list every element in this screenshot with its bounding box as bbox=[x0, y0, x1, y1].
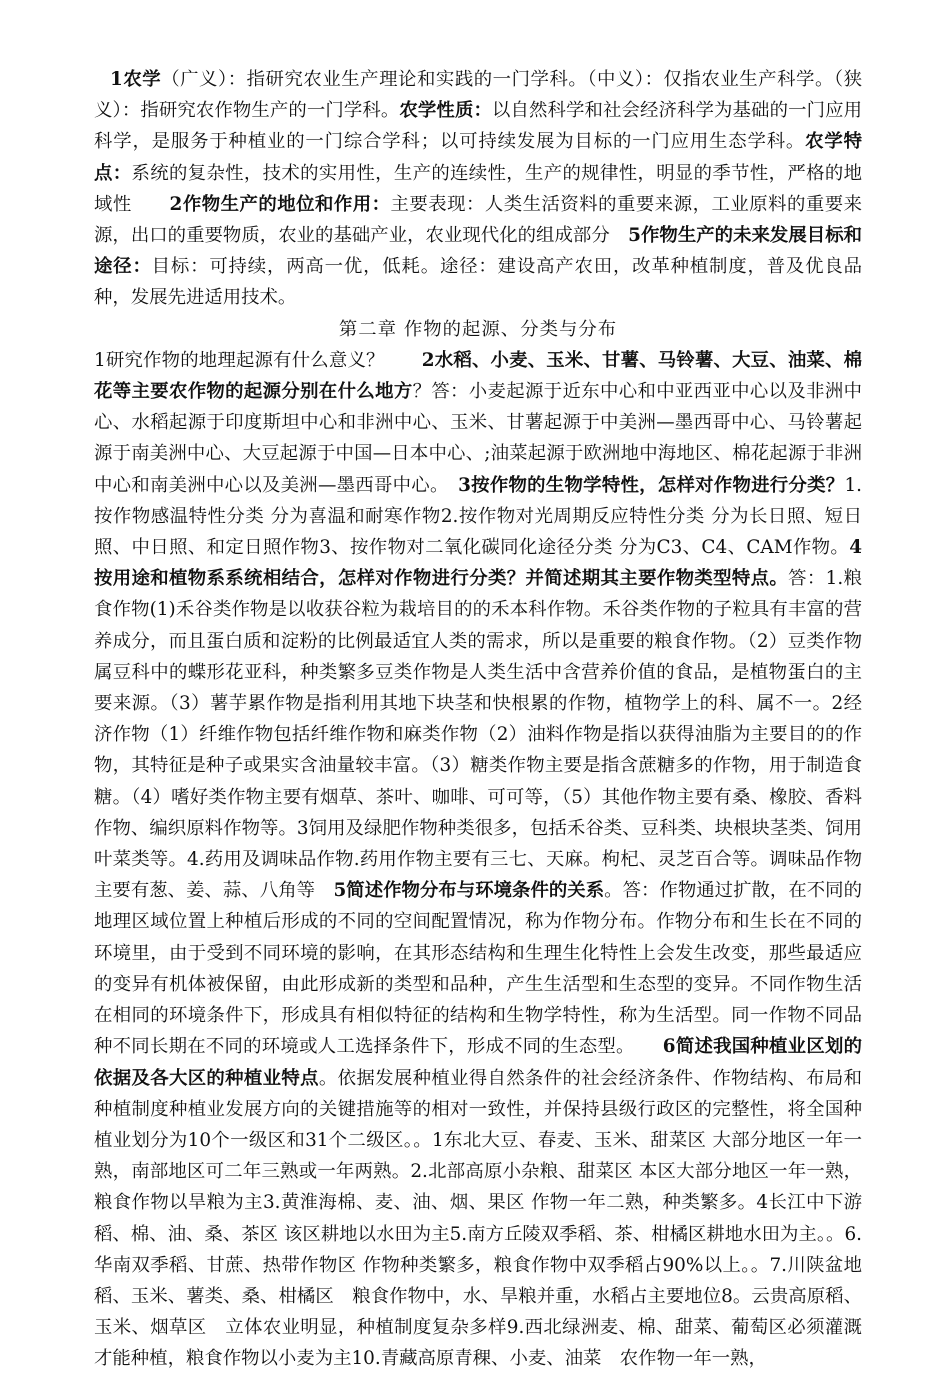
text-run: 1研究作物的地理起源有什么意义？ bbox=[94, 349, 422, 371]
intro-paragraph bbox=[94, 64, 862, 314]
chapter-body-paragraph bbox=[94, 345, 862, 1375]
text-run: 以自然科学和社会经济科学为基础的一门应用科学，是服务于种植业的一门综合学科；以可持续发展为目标的一门应用生态学科。 bbox=[94, 100, 862, 153]
bold-term: 2水稻、小麦、玉米、甘薯、马铃薯、大豆、油菜、棉花等主要农作物的起源分别在什么地方 bbox=[94, 349, 862, 403]
text-run: 主要表现：人类生活资料的重要来源，工业原料的重要来源，出口的重要物质，农业的基础产业，农业现代化的组成部分 bbox=[94, 193, 862, 247]
bold-term: 4按用途和植物系系统相结合，怎样对作物进行分类？并简述期其主要作物类型特点。 bbox=[94, 537, 862, 590]
text-run: 。答：作物通过扩散，在不同的地理区域位置上种植后形成的不同的空间配置情况，称为作物分布。作物分布和生长在不同的环境里，由于受到不同环境的影响，在其形态结构和生理生化特性上会发生改变，那些最适应的变异有机体被保留，由此形成新的类型和品种，产生生活型和生态型的变异。不同作物生活在相同的环境条件下，形成具有相似特征的结构和生物学特性，称为生活型。同一作物不同品种不同长期在不同的环境或人工选择条件下，形成不同的生态型。 bbox=[94, 880, 862, 1058]
bold-term: 5简述作物分布与环境条件的关系 bbox=[333, 880, 605, 902]
text-run: （广义）：指研究农业生产理论和实践的一门学科。（中义）：仅指农业生产科学。（狭义）：指研究农作物生产的一门学科。 bbox=[94, 69, 862, 122]
bold-term: 6简述我国种植业区划的依据及各大区的种植业特点 bbox=[94, 1036, 862, 1089]
bold-term: 5作物生产的未来发展目标和途径： bbox=[94, 225, 862, 278]
text-run: 。依据发展种植业得自然条件的社会经济条件、作物结构、布局和种植制度种植业发展方向的关键措施等的相对一致性，并保持县级行政区的完整性，将全国种植业划分为10个一级区和31个二级区。。1东北大豆、春麦、玉米、甜菜区 大部分地区一年一熟，南部地区可二年三熟或一年两熟。2.北部高原小杂粮、甜菜区 本区大部分地区一年一熟，粮食作物以旱粮为主3.黄淮海棉、麦、油、烟、果区 作物一年二熟，种类繁多。4长江中下游稻、棉、油、桑、茶区 该区耕地以水田为主5.南方丘陵双季稻、茶、柑橘区耕地水田为主。。6.华南双季稻、甘蔗、热带作物区 作物种类繁多，粮食作物中双季稻占90%以上。。7.川陕盆地稻、玉米、薯类、桑、柑橘区 粮食作物中，水、旱粮并重，水稻占主要地位8。云贵高原稻、玉米、烟草区 立体农业明显，种植制度复杂多样9.西北绿洲麦、棉、甜菜、葡萄区必须灌溉才能种植，粮食作物以小麦为主10.青藏高原青稞、小麦、油菜 农作物一年一熟， bbox=[94, 1067, 862, 1370]
text-run: 目标：可持续，两高一优，低耗。途径：建设高产农田，改革种植制度，普及优良品种，发展先进适用技术。 bbox=[94, 256, 862, 309]
bold-term: 1农学 bbox=[110, 69, 162, 90]
bold-term: 农学特点： bbox=[94, 131, 862, 184]
text-run: 系统的复杂性，技术的实用性，生产的连续性，生产的规律性，明显的季节性，严格的地域性 bbox=[94, 162, 862, 215]
chapter-title: 第二章 作物的起源、分类与分布 bbox=[338, 318, 618, 340]
text-run: 1.按作物感温特性分类 分为喜温和耐寒作物2.按作物对光周期反应特性分类 分为长日照、短日照、中日照、和定日照作物3、按作物对二氧化碳同化途径分类 分为C3、C4、CAM作物。 bbox=[94, 474, 862, 559]
text-run: 答：1.粮食作物(1)禾谷类作物是以收获谷粒为栽培目的的禾本科作物。禾谷类作物的子粒具有丰富的营养成分，而且蛋白质和淀粉的比例最适宜人类的需求，所以是重要的粮食作物。（2）豆类作物 属豆科中的蝶形花亚科，种类繁多豆类作物是人类生活中含营养价值的食品，是植物蛋白的主要来源。（3）薯芋累作物是指利用其地下块茎和快根累的作物，植物学上的科、属不一。2经济作物（1）纤维作物包括纤维作物和麻类作物（2）油料作物是指以获得油脂为主要目的的作物，其特征是种子或果实含油量较丰富。（3）糖类作物主要是指含蔗糖多的作物，用于制造食糖。（4）嗜好类作物主要有烟草、茶叶、咖啡、可可等，（5）其他作物主要有桑、橡胶、香料作物、编织原料作物等。3饲用及绿肥作物种类很多，包括禾谷类、豆科类、块根块茎类、饲用叶菜类等。4.药用及调味品作物.药用作物主要有三七、天麻。枸杞、灵芝百合等。调味品作物主要有葱、姜、蒜、八角等 bbox=[94, 568, 862, 902]
bold-term: 农学性质： bbox=[399, 100, 492, 122]
bold-term: 3按作物的生物学特性，怎样对作物进行分类？ bbox=[458, 474, 845, 496]
text-run: ？答：小麦起源于近东中心和中亚西亚中心以及非洲中心、水稻起源于印度斯坦中心和非洲中心、玉米、甘薯起源于中美洲—墨西哥中心、马铃薯起源于南美洲中心、大豆起源于中国—日本中心、;油菜起源于欧洲地中海地区、棉花起源于非洲中心和南美洲中心以及美洲—墨西哥中心。 bbox=[94, 381, 862, 496]
bold-term: 2作物生产的地位和作用： bbox=[169, 193, 391, 215]
